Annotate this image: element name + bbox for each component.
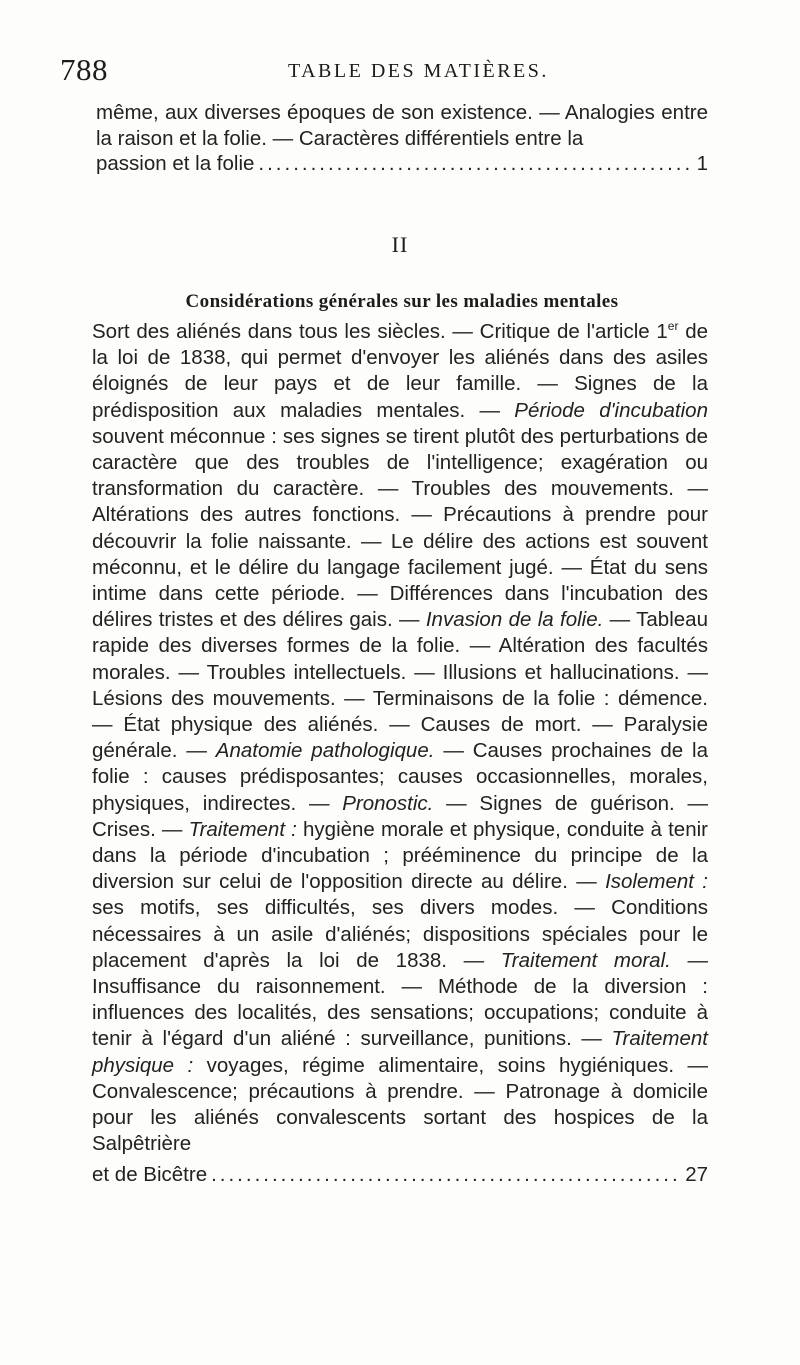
italic-heading-text: Invasion de la folie. (425, 608, 604, 632)
section-text (92, 319, 708, 1158)
section-text-run: ses motifs, ses difficultés, ses divers modes. — Conditions nécessaires à un asile d'aliénés; dispositions spéciales pour le placement d'après la loi de 1838. — (92, 896, 708, 972)
italic-heading-text: Anatomie pathologique. (215, 739, 435, 763)
italic-heading-text: Période d'incubation (514, 398, 708, 422)
section-paragraph (92, 319, 708, 1158)
italic-heading-text: Isolement : (605, 870, 708, 894)
section-text-run: de la loi de 1838, qui permet d'envoyer les aliénés dans des asiles éloignés de leur pays et de leur famille. — Signes de la prédisposition aux maladies mentales. — (92, 320, 708, 422)
toc-entry-section (92, 1163, 708, 1190)
section-text-run: voyages, régime alimentaire, soins hygiéniques. — Convalescence; précautions à prendre. — Patronage à domicile pour les aliénés convalescents sortant des hospices de la Salpêtrière (92, 1053, 708, 1156)
page-header (60, 52, 720, 92)
toc-page-number: 1 (696, 152, 708, 175)
section-text-run: Sort des aliénés dans tous les siècles. — Critique de l'article 1 (92, 320, 668, 343)
italic-heading-text: Traitement physique : (92, 1027, 708, 1077)
section-text-run: — Signes de guérison. — Crises. — (92, 791, 708, 841)
toc-page-number: 27 (685, 1163, 708, 1186)
italic-heading-text: Traitement : (188, 817, 297, 841)
toc-entry-label: passion et la folie (96, 152, 255, 175)
toc-entry-label: et de Bicêtre (92, 1163, 208, 1186)
intro-paragraph (96, 100, 708, 152)
superscript-text: er (667, 319, 679, 333)
dot-leader (258, 152, 692, 176)
section-text-run: — Insuffisance du raisonnement. — Méthode de la diversion : influences des localités, des sensations; occupations; conduite à tenir à l'égard d'un aliéné : surveillance, punitions. — (92, 948, 708, 1051)
toc-entry-intro (96, 152, 708, 179)
section-numeral: II (391, 232, 409, 257)
section-text-run: souvent méconnue : ses signes se tirent plutôt des perturbations de caractère que des troubles de l'intelligence; exagération ou transformation du caractère. — Troubles des mouvements. — Altérations des autres fonctions. — Précautions à prendre pour découvrir la folie naissante. — Le délire des actions est souvent méconnu, et le délire du langage facilement jugé. — État du sens intime dans cette période. — Différences dans l'incubation des délires tristes et des délires gais. — (92, 424, 708, 632)
running-title: TABLE DES MATIÈRES. (288, 60, 549, 82)
italic-heading-text: Traitement moral. (500, 948, 671, 972)
dot-leader (211, 1163, 681, 1187)
italic-heading-text: Pronostic. (342, 791, 434, 815)
section-text-run: hygiène morale et physique, conduite à tenir dans la période d'incubation ; prééminence du principe de la diversion sur celui de l'opposition directe au délire. — (92, 817, 708, 894)
intro-text: même, aux diverses époques de son existence. — Analogies entre la raison et la folie. — Caractères différentiels entre la (96, 101, 708, 151)
section-text-run: — Tableau rapide des diverses formes de la folie. — Altération des facultés morales. — Troubles intellectuels. — Illusions et hallucinations. — Lésions des mouvements. — Terminaisons de la folie : démence. — État physique des aliénés. — Causes de mort. — Paralysie générale. — (92, 608, 708, 763)
section-title: Considérations générales sur les maladies mentales (185, 291, 619, 312)
page-number: 788 (60, 52, 108, 87)
section-text-run: — Causes prochaines de la folie : causes prédisposantes; causes occasionnelles, morales, physiques, indirectes. — (92, 739, 708, 815)
